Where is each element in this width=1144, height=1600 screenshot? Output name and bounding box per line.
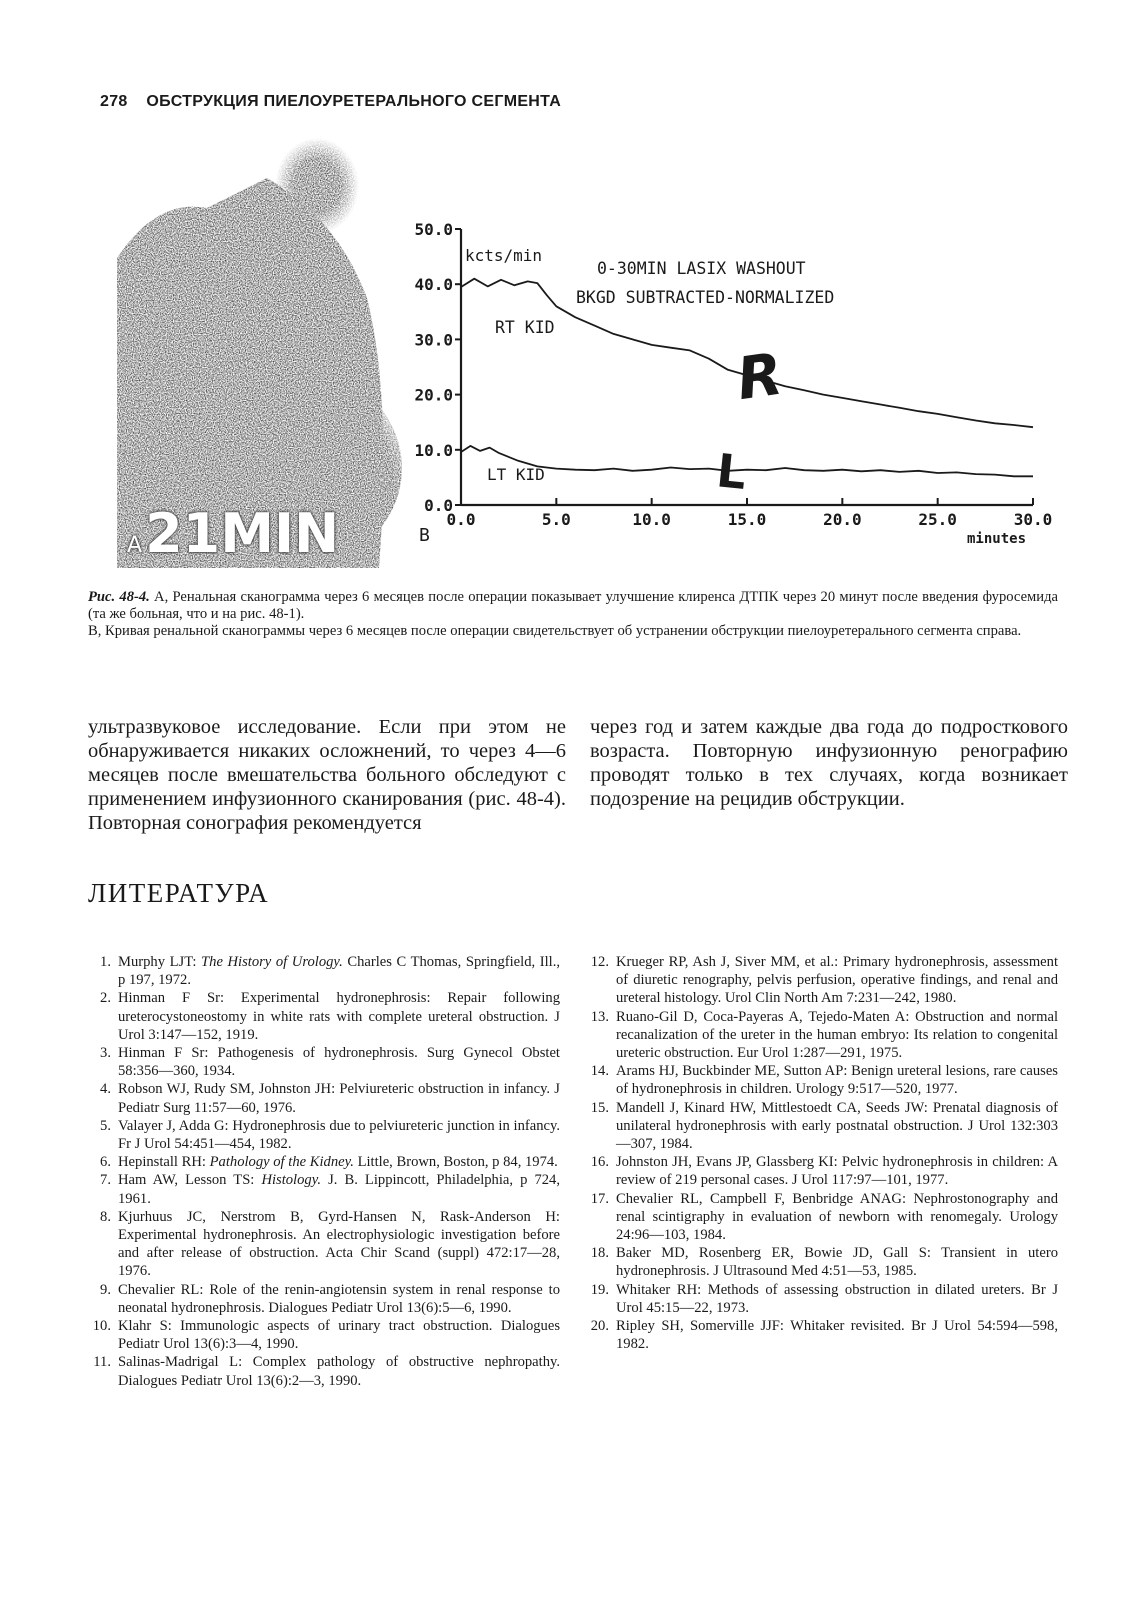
reference-item: [85, 1353, 560, 1389]
reference-item: [85, 1080, 560, 1116]
y-tick-label: 10.0: [414, 440, 453, 460]
reference-text: Krueger RP, Ash J, Siver MM, et al.: Primary hydronephrosis, assessment of diuretic renography, pelvis perfusion, operative findings, and renal and ureteral histology. Urol Clin North Am 7:231—242, 1980.: [616, 954, 1058, 1007]
chart-title: 0-30MIN LASIX WASHOUT: [597, 259, 806, 278]
reference-number: 17.: [590, 1190, 609, 1207]
y-tick-label: 50.0: [414, 220, 453, 239]
x-axis-label: minutes: [967, 531, 1027, 547]
x-tick-label: 10.0: [632, 510, 671, 529]
caption-a-text: А, Ренальная сканограмма через 6 месяцев после операции показывает улучшение клиренса ДТПК через 20 минут после введения фуросемида (та же больная, что и на рис. 48-1).: [88, 589, 1058, 622]
reference-text: Ripley SH, Somerville JJF: Whitaker revisited. Br J Urol 54:594—598, 1982.: [616, 1318, 1058, 1353]
y-tick-label: 40.0: [414, 275, 453, 295]
y-tick-label: 0.0: [424, 496, 453, 515]
reference-item: [85, 953, 560, 989]
y-tick-label: 20.0: [414, 385, 453, 405]
handwritten-l-mark: L: [714, 443, 749, 501]
reference-number: 14.: [590, 1063, 609, 1080]
renogram-chart: [405, 205, 1053, 555]
reference-number: 18.: [590, 1245, 609, 1262]
reference-item: [85, 1208, 560, 1281]
reference-number: 5.: [100, 1117, 111, 1134]
series-label-rt-kid: RT KID: [495, 318, 555, 337]
page-number: 278: [100, 93, 128, 110]
reference-number: 16.: [590, 1154, 609, 1171]
y-tick-label: 30.0: [414, 330, 453, 350]
x-tick-label: 0.0: [446, 510, 476, 529]
panel-letter-b: B: [419, 525, 430, 546]
reference-text: Arams HJ, Buckbinder ME, Sutton AP: Benign ureteral lesions, rare causes of hydronephrosis in children. Urology 9:517—520, 1977.: [616, 1063, 1058, 1098]
reference-item: [85, 1171, 560, 1207]
caption-b-text: В, Кривая ренальной сканограммы через 6 месяцев после операции свидетельствует об устранении обструкции пиелоуретерального сегмента справа.: [88, 623, 1022, 639]
reference-item: [583, 1317, 1058, 1353]
chapter-title: ОБСТРУКЦИЯ ПИЕЛОУРЕТЕРАЛЬНОГО СЕГМЕНТА: [146, 93, 562, 110]
reference-number: 6.: [100, 1154, 111, 1171]
handwritten-r-mark: R: [732, 339, 787, 414]
body-text-left: ультразвуковое исследование. Если при этом не обнаруживается никаких осложнений, то через 4—6 месяцев после вмешательства больного обследуют с применением инфузионного сканирования (рис. 48-4). Повторная сонография рекомендуется: [88, 716, 566, 834]
reference-number: 19.: [590, 1281, 609, 1298]
y-axis-unit-label: kcts/min: [465, 246, 543, 265]
reference-text: Valayer J, Adda G: Hydronephrosis due to pelviureteric junction in infancy. Fr J Urol 54:451—454, 1982.: [118, 1117, 560, 1153]
reference-text-tail: J. B. Lippincott, Philadelphia, p 724, 1961.: [118, 1172, 560, 1207]
reference-item: [583, 1062, 1058, 1098]
reference-item: [85, 1153, 560, 1171]
x-tick-label: 20.0: [823, 510, 862, 529]
reference-text: Klahr S: Immunologic aspects of urinary tract obstruction. Dialogues Pediatr Urol 13(6):3—4, 1990.: [118, 1318, 560, 1353]
scan-time-text: 21MIN: [145, 502, 340, 565]
reference-italic-title: The History of Urology.: [201, 954, 343, 970]
reference-text-tail: Charles C Thomas, Springfield, Ill., p 197, 1972.: [118, 954, 560, 989]
reference-text: Whitaker RH: Methods of assessing obstruction in dilated ureters. Br J Urol 45:15—22, 1973.: [616, 1281, 1058, 1316]
reference-text: Ruano-Gil D, Coca-Payeras A, Tejedo-Maten A: Obstruction and normal recanalization of the ureter in the human embryo: Its relation to congenital ureteric obstruction. Eur Urol 1:287—291, 1975.: [616, 1008, 1058, 1062]
running-head: [100, 93, 561, 111]
reference-list-right: [583, 953, 1058, 1353]
reference-number: 9.: [100, 1281, 111, 1298]
reference-item: [85, 1117, 560, 1153]
reference-item: [85, 1317, 560, 1353]
reference-text: Chevalier RL, Campbell F, Benbridge ANAG: Nephrostonography and renal scintigraphy in evaluation of newborn with renomegaly. Urology 24:96—103, 1984.: [616, 1190, 1058, 1244]
reference-number: 1.: [100, 954, 111, 970]
reference-number: 13.: [590, 1008, 609, 1025]
reference-text: Hepinstall RH:: [118, 1154, 210, 1171]
reference-number: 2.: [100, 990, 111, 1007]
figure-caption: [88, 589, 1058, 640]
reference-number: 3.: [100, 1045, 111, 1062]
reference-italic-title: Histology.: [261, 1172, 322, 1189]
series-label-lt-kid: LT KID: [487, 465, 545, 484]
reference-item: [583, 1244, 1058, 1280]
reference-text: Johnston JH, Evans JP, Glassberg KI: Pelvic hydronephrosis in children: A review of 219 personal cases. J Urol 117:97—101, 1977.: [616, 1154, 1058, 1189]
reference-item: [85, 1281, 560, 1317]
reference-item: [583, 1008, 1058, 1063]
scan-time-label: [127, 502, 339, 565]
reference-item: [583, 1099, 1058, 1154]
reference-list-left: [85, 953, 560, 1390]
body-text-right: через год и затем каждые два года до подросткового возраста. Повторную инфузионную ренографию проводят только в тех случаях, когда возникает подозрение на рецидив обструкции.: [590, 716, 1068, 810]
renal-scan-image: [117, 138, 407, 568]
literature-heading: ЛИТЕРАТУРА: [88, 878, 270, 908]
reference-number: 7.: [100, 1172, 111, 1189]
reference-number: 20.: [590, 1318, 609, 1335]
reference-number: 11.: [93, 1354, 111, 1371]
reference-text: Murphy LJT:: [118, 954, 202, 970]
reference-text-tail: Little, Brown, Boston, p 84, 1974.: [353, 1154, 558, 1171]
x-tick-label: 30.0: [1013, 510, 1053, 529]
reference-number: 8.: [100, 1208, 111, 1225]
panel-letter-a: A: [127, 533, 143, 558]
reference-item: [85, 1044, 560, 1080]
reference-text: Salinas-Madrigal L: Complex pathology of obstructive nephropathy. Dialogues Pediatr Urol 13(6):2—3, 1990.: [118, 1354, 560, 1389]
reference-text: Hinman F Sr: Experimental hydronephrosis: Repair following ureterocystoneostomy in white rats with complete ureteral obstruction. J Urol 3:147—152, 1919.: [118, 990, 560, 1043]
reference-text: Mandell J, Kinard HW, Mittlestoedt CA, Seeds JW: Prenatal diagnosis of unilateral hydronephrosis with early postnatal obstruction. J Urol 132:303—307, 1984.: [616, 1099, 1058, 1153]
reference-text: Chevalier RL: Role of the renin-angiotensin system in renal response to neonatal hydronephrosis. Dialogues Pediatr Urol 13(6):5—6, 1990.: [118, 1281, 560, 1316]
figure-number: Рис. 48-4.: [88, 589, 150, 605]
reference-item: [583, 1190, 1058, 1245]
reference-item: [583, 1153, 1058, 1189]
reference-text: Kjurhuus JC, Nerstrom B, Gyrd-Hansen N, Rask-Anderson H: Experimental hydronephrosis. An electrophysiologic investigation before and after release of obstruction. Acta Chir Scand (suppl) 472:17—28, 1976.: [118, 1208, 560, 1280]
reference-text: Ham AW, Lesson TS:: [118, 1172, 262, 1189]
reference-item: [85, 989, 560, 1044]
chart-subtitle: BKGD SUBTRACTED-NORMALIZED: [576, 288, 835, 307]
reference-number: 15.: [590, 1099, 609, 1116]
reference-text: Robson WJ, Rudy SM, Johnston JH: Pelviureteric obstruction in infancy. J Pediatr Surg 11:57—60, 1976.: [118, 1081, 560, 1116]
x-tick-label: 15.0: [727, 510, 767, 529]
reference-number: 4.: [100, 1081, 111, 1098]
x-tick-label: 5.0: [541, 510, 571, 529]
reference-text: Baker MD, Rosenberg ER, Bowie JD, Gall S: Transient in utero hydronephrosis. J Ultrasound Med 4:51—53, 1985.: [616, 1245, 1058, 1280]
reference-text: Hinman F Sr: Pathogenesis of hydronephrosis. Surg Gynecol Obstet 58:356—360, 1934.: [118, 1045, 560, 1080]
x-tick-label: 25.0: [918, 510, 957, 529]
reference-number: 10.: [92, 1318, 111, 1335]
reference-item: [583, 953, 1058, 1008]
caption-part-a: [88, 589, 1058, 623]
reference-item: [583, 1281, 1058, 1317]
reference-italic-title: Pathology of the Kidney.: [209, 1154, 354, 1171]
reference-number: 12.: [590, 954, 609, 970]
